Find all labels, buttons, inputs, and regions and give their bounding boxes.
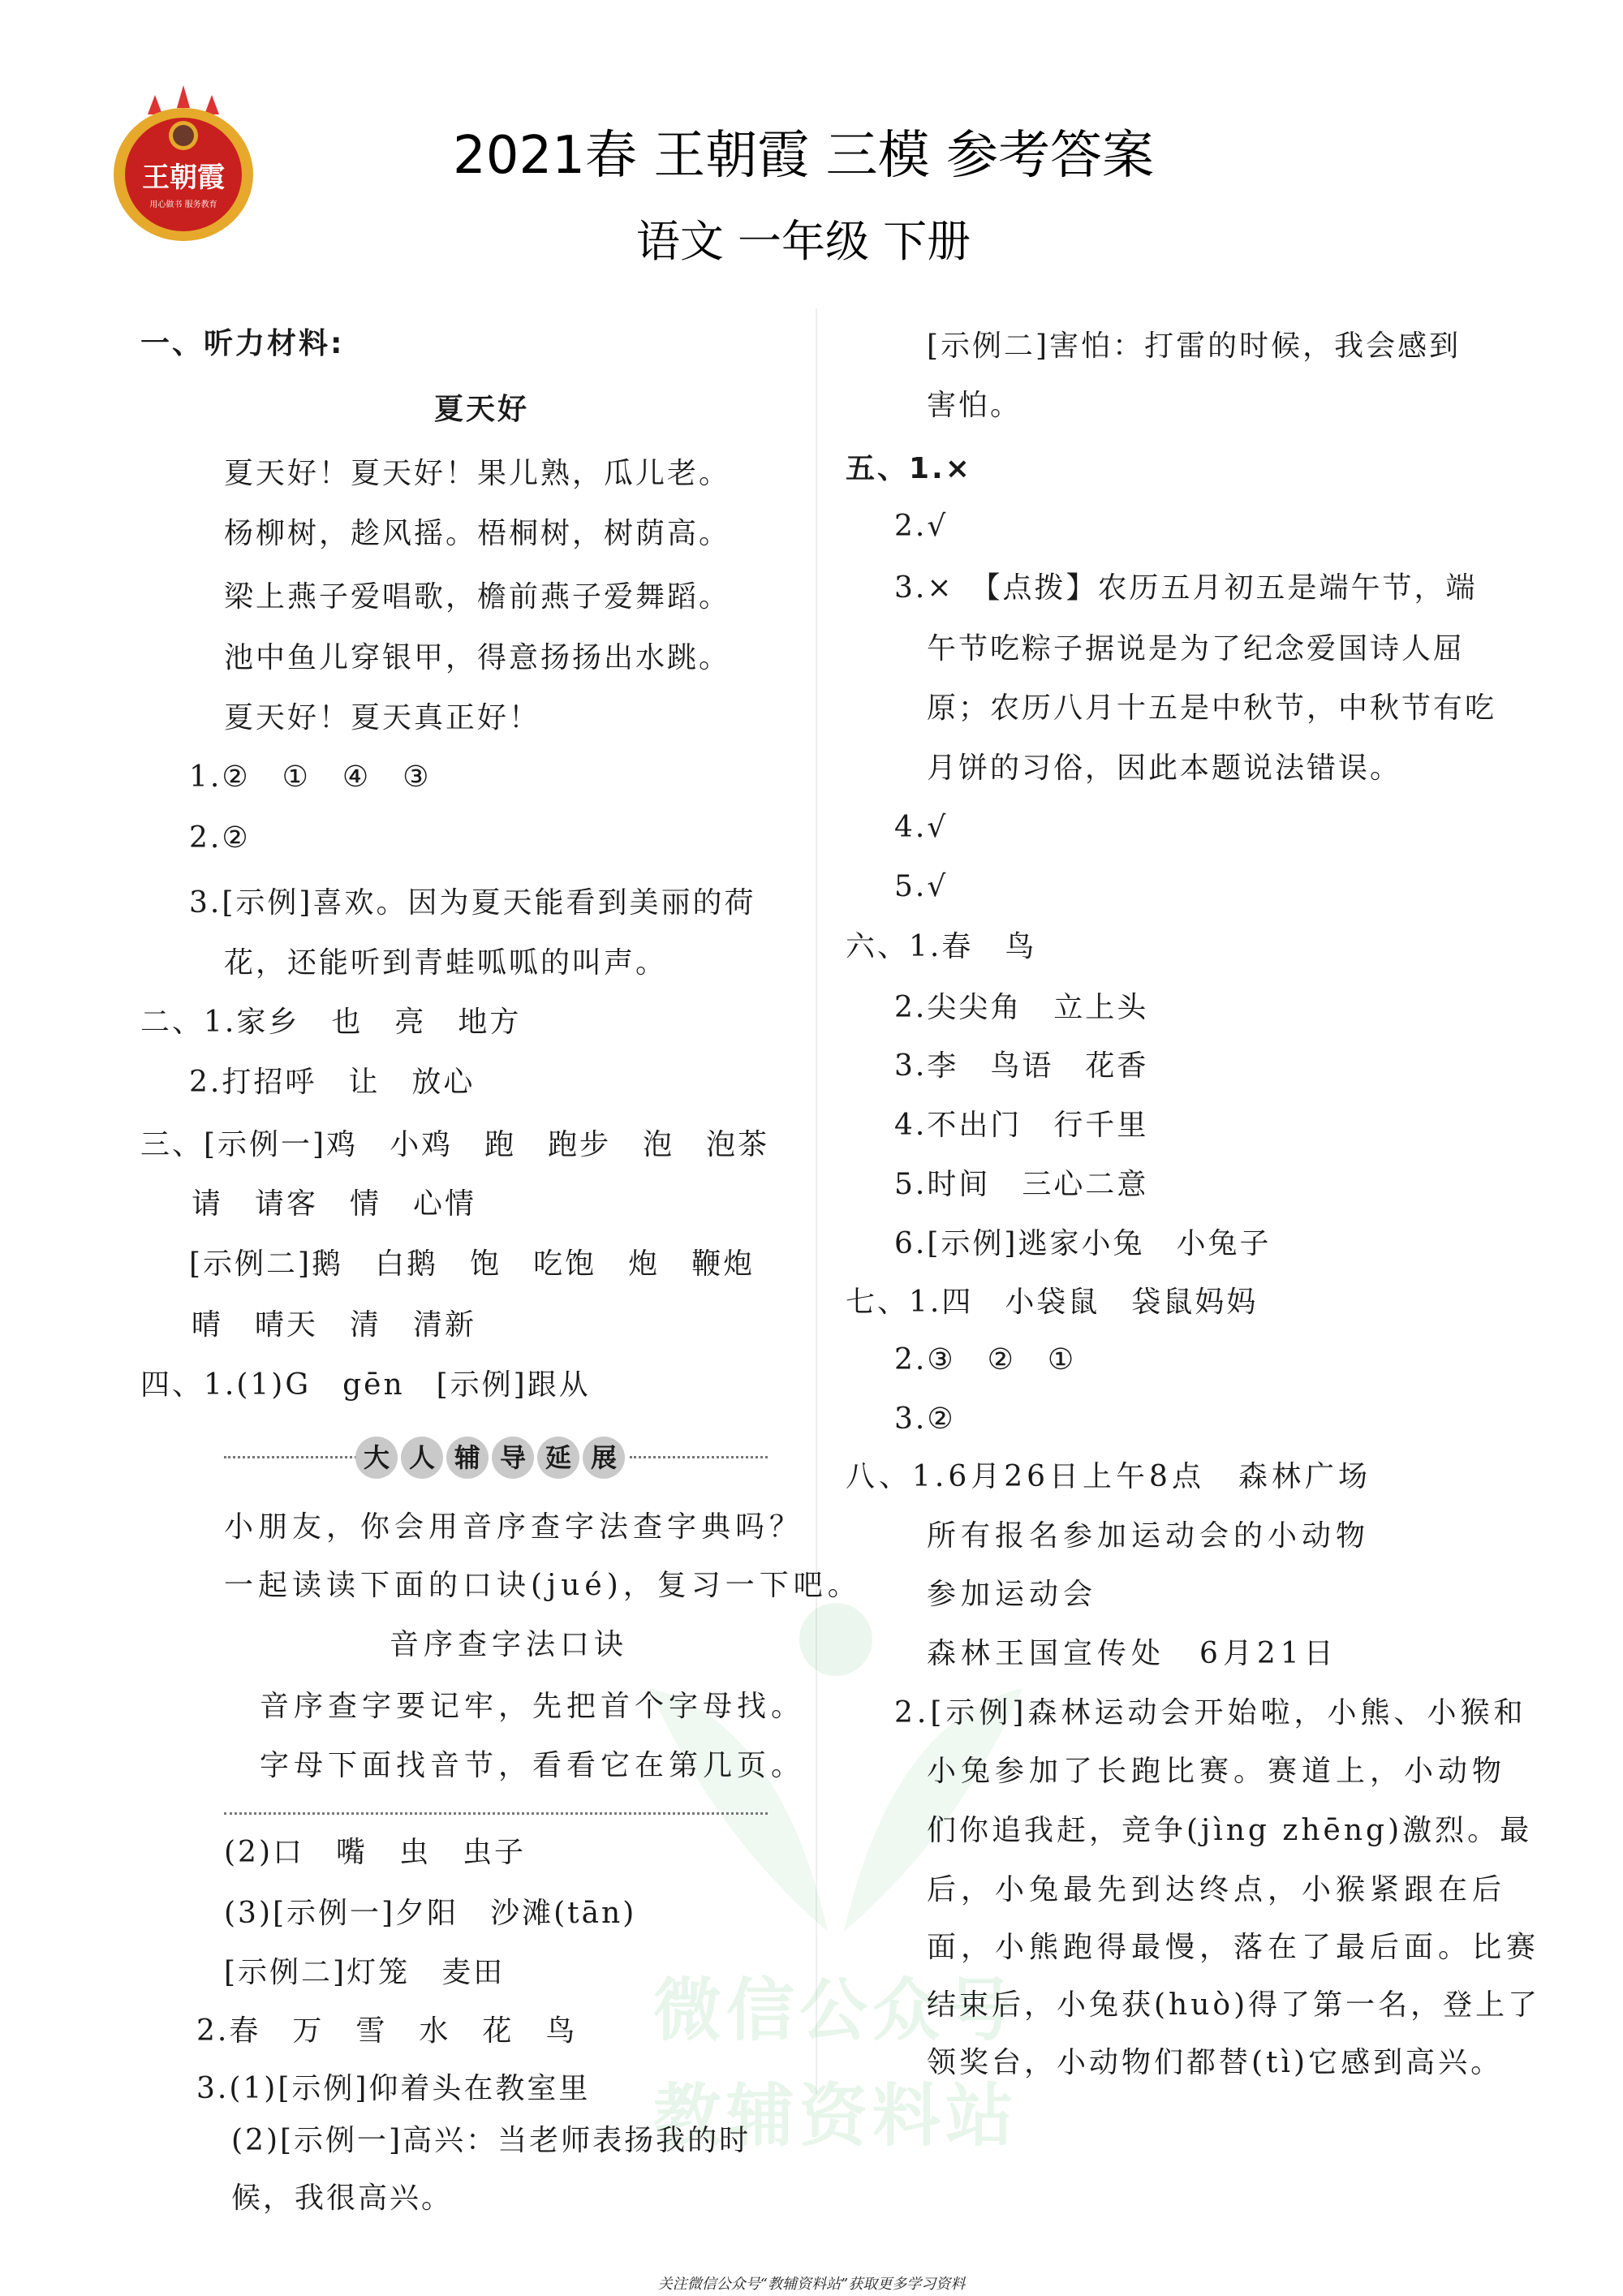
poem-line: 杨柳树，趁风摇。梧桐树，树荫高。 xyxy=(224,517,731,550)
answer-line: 参加运动会 xyxy=(927,1578,1098,1611)
answer-line: [示例二]害怕：打雷的时候，我会感到 xyxy=(927,330,1462,363)
answer-line: (2)口 嘴 虫 虫子 xyxy=(224,1836,526,1869)
poem-line: 梁上燕子爱唱歌，檐前燕子爱舞蹈。 xyxy=(224,580,731,614)
answer-line: 2.② xyxy=(189,821,251,855)
answer-line: 领奖台，小动物们都替(tì)它感到高兴。 xyxy=(927,2046,1504,2079)
banner-char: 导 xyxy=(492,1437,534,1479)
guidance-text: 字母下面找音节，看看它在第几页。 xyxy=(260,1749,806,1782)
svg-text:王朝霞: 王朝霞 xyxy=(142,162,225,194)
footer-note: 关注微信公众号“教辅资料站”获取更多学习资料 xyxy=(657,2276,966,2293)
answer-line: 五、1.× xyxy=(846,452,972,485)
dotted-divider xyxy=(630,1456,768,1458)
answer-line: 6.[示例]逃家小兔 小兔子 xyxy=(894,1227,1272,1260)
answer-line: 2.春 万 雪 水 花 鸟 xyxy=(196,2014,578,2048)
banner-char: 展 xyxy=(583,1437,625,1479)
answer-line: 5.√ xyxy=(894,870,949,903)
answer-line: 月饼的习俗，因此本题说法错误。 xyxy=(927,752,1402,785)
answer-line: 2.打招呼 让 放心 xyxy=(189,1066,476,1099)
answer-line: [示例二]灯笼 麦田 xyxy=(224,1956,506,1989)
watermark-line-1: 微信公众号 xyxy=(652,1971,1018,2050)
watermark-line-2: 教辅资料站 xyxy=(652,2076,1018,2156)
answer-line: 候，我很高兴。 xyxy=(231,2182,454,2215)
answer-line: 们你追我赶，竞争(jìng zhēng)激烈。最 xyxy=(927,1814,1533,1847)
section-heading: 一、听力材料: xyxy=(140,327,345,360)
guidance-subtitle: 音序查字法口诀 xyxy=(390,1628,629,1661)
answer-line: 晴 晴天 清 清新 xyxy=(192,1308,477,1342)
answer-line: 森林王国宣传处 6月21日 xyxy=(927,1637,1338,1670)
page-title: 2021春 王朝霞 三模 参考答案 xyxy=(453,126,1154,186)
answer-line: (2)[示例一]高兴：当老师表扬我的时 xyxy=(231,2124,751,2157)
banner-char: 辅 xyxy=(446,1437,489,1479)
answer-line: 3.李 鸟语 花香 xyxy=(894,1049,1149,1083)
answer-line: 请 请客 情 心情 xyxy=(192,1187,477,1221)
answer-line: 4.不出门 行千里 xyxy=(894,1109,1149,1142)
poem-title: 夏天好 xyxy=(434,393,530,426)
answer-line: 3.(1)[示例]仰着头在教室里 xyxy=(196,2072,591,2105)
answer-line: 结束后，小兔获(huò)得了第一名，登上了 xyxy=(927,1988,1541,2022)
guidance-text: 一起读读下面的口诀(jué)，复习一下吧。 xyxy=(224,1569,862,1602)
svg-text:用心做书 服务教育: 用心做书 服务教育 xyxy=(149,200,217,209)
answer-line: 2.③ ② ① xyxy=(894,1343,1077,1376)
banner-char: 大 xyxy=(355,1437,398,1479)
dotted-divider xyxy=(224,1812,768,1815)
answer-line: 小兔参加了长跑比赛。赛道上，小动物 xyxy=(927,1755,1507,1788)
answer-line: 2.√ xyxy=(894,510,949,543)
answer-line: 三、[示例一]鸡 小鸡 跑 跑步 泡 泡茶 xyxy=(140,1128,770,1161)
answer-line: 4.√ xyxy=(894,811,949,844)
parent-guidance-banner xyxy=(224,1437,768,1477)
answer-line: 害怕。 xyxy=(927,389,1022,422)
poem-line: 夏天好！夏天真正好！ xyxy=(224,701,541,734)
banner-char: 延 xyxy=(537,1437,579,1479)
answer-line: 3.② xyxy=(894,1402,956,1436)
answer-line: 3.[示例]喜欢。因为夏天能看到美丽的荷 xyxy=(189,886,756,920)
answer-line: 八、1.6月26日上午8点 森林广场 xyxy=(846,1460,1371,1493)
answer-line: [示例二]鹅 白鹅 饱 吃饱 炮 鞭炮 xyxy=(189,1247,756,1281)
answer-line: 花，还能听到青蛙呱呱的叫声。 xyxy=(224,946,668,980)
guidance-text: 小朋友，你会用音序查字法查字典吗？ xyxy=(224,1510,804,1544)
answer-line: 5.时间 三心二意 xyxy=(894,1168,1149,1201)
answer-line: 2.尖尖角 立上头 xyxy=(894,991,1149,1024)
poem-line: 夏天好！夏天好！果儿熟，瓜儿老。 xyxy=(224,457,731,490)
answer-line: 午节吃粽子据说是为了纪念爱国诗人屈 xyxy=(927,632,1466,666)
answer-line: 原；农历八月十五是中秋节，中秋节有吃 xyxy=(927,691,1497,725)
answer-line: 七、1.四 小袋鼠 袋鼠妈妈 xyxy=(846,1286,1259,1319)
dotted-divider xyxy=(224,1456,362,1458)
answer-line: 面，小熊跑得最慢，落在了最后面。比赛 xyxy=(927,1931,1541,1964)
answer-line: 二、1.家乡 也 亮 地方 xyxy=(140,1006,522,1039)
poem-line: 池中鱼儿穿银甲，得意扬扬出水跳。 xyxy=(224,641,731,674)
answer-line: 3.× 【点拨】农历五月初五是端午节，端 xyxy=(894,571,1478,605)
answer-line: 1.② ① ④ ③ xyxy=(189,760,432,794)
answer-line: 后，小兔最先到达终点，小猴紧跟在后 xyxy=(927,1873,1507,1906)
answer-line: (3)[示例一]夕阳 沙滩(tān) xyxy=(224,1897,637,1930)
answer-line: 2.[示例]森林运动会开始啦，小熊、小猴和 xyxy=(894,1696,1527,1730)
answer-line: 六、1.春 鸟 xyxy=(846,930,1037,963)
answer-line: 四、1.(1)G gēn [示例]跟从 xyxy=(140,1368,591,1402)
guidance-text: 音序查字要记牢，先把首个字母找。 xyxy=(260,1690,806,1723)
answer-line: 所有报名参加运动会的小动物 xyxy=(927,1519,1371,1553)
banner-char: 人 xyxy=(401,1437,443,1479)
page-subtitle: 语文 一年级 下册 xyxy=(635,216,971,267)
